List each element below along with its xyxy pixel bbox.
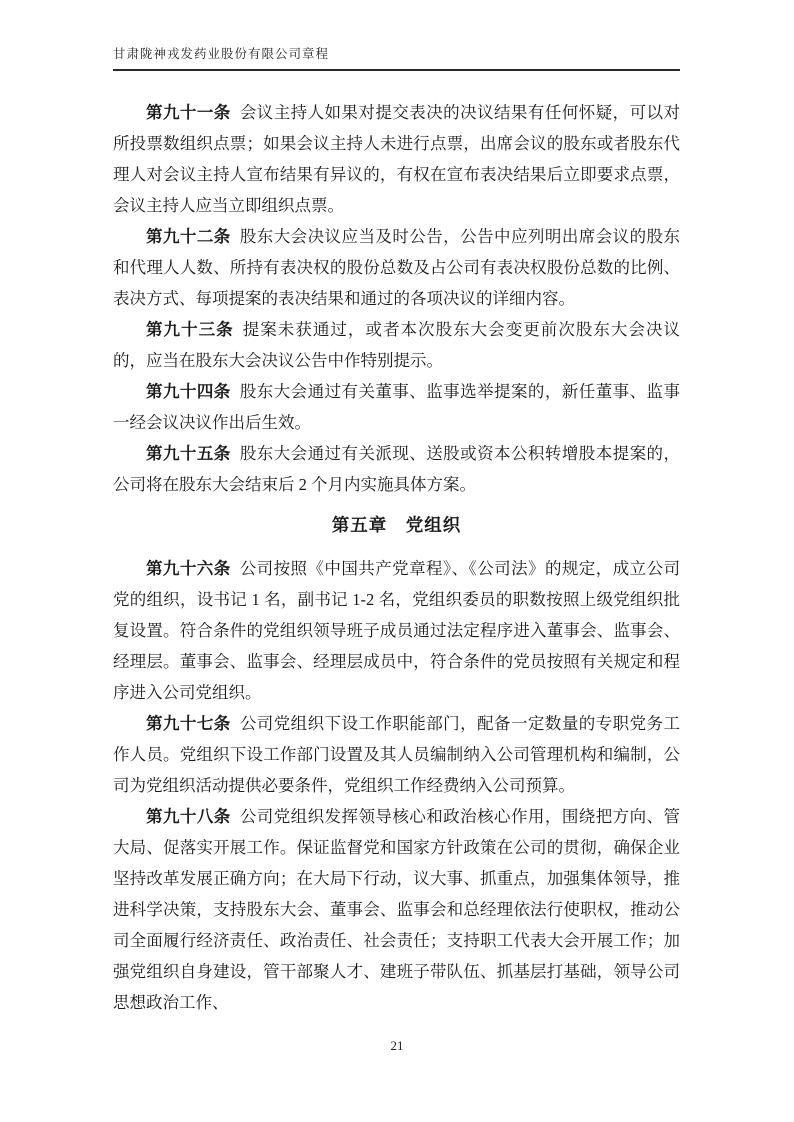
article-95 bbox=[113, 438, 680, 500]
header-title: 甘肃陇神戎发药业股份有限公司章程 bbox=[113, 47, 330, 61]
article-92-number: 第九十二条 bbox=[146, 227, 231, 246]
article-94 bbox=[113, 376, 680, 438]
article-96 bbox=[113, 553, 680, 708]
article-92-text: 股东大会决议应当及时公告，公告中应列明出席会议的股东和代理人人数、所持有表决权的股份总数及占公司有表决权股份总数的比例、表决方式、每项提案的表决结果和通过的各项决议的详细内容。 bbox=[113, 227, 681, 308]
article-98-text: 公司党组织发挥领导核心和政治核心作用，围绕把方向、管大局、促落实开展工作。保证监督党和国家方针政策在公司的贯彻，确保企业坚持改革发展正确方向；在大局下行动，议大事、抓重点，加强集体领导，推进科学决策，支持股东大会、董事会、监事会和总经理依法行使职权，推动公司全面履行经济责任、政治责任、社会责任；支持职工代表大会开展工作；加强党组织自身建设，管干部聚人才、建班子带队伍、抓基层打基础，领导公司思想政治工作、 bbox=[113, 807, 681, 1012]
article-91-number: 第九十一条 bbox=[146, 103, 231, 122]
article-97-number: 第九十七条 bbox=[146, 714, 231, 733]
article-93 bbox=[113, 314, 680, 376]
article-91 bbox=[113, 97, 680, 221]
article-91-text: 会议主持人如果对提交表决的决议结果有任何怀疑，可以对所投票数组织点票；如果会议主持人未进行点票，出席会议的股东或者股东代理人对会议主持人宣布结果有异议的，有权在宣布表决结果后立即要求点票，会议主持人应当立即组织点票。 bbox=[113, 103, 681, 215]
page-header bbox=[113, 46, 680, 71]
article-94-text: 股东大会通过有关董事、监事选举提案的，新任董事、监事一经会议决议作出后生效。 bbox=[113, 382, 681, 432]
article-96-number: 第九十六条 bbox=[146, 559, 231, 578]
page-number: 21 bbox=[390, 1038, 404, 1053]
article-95-number: 第九十五条 bbox=[146, 444, 231, 463]
article-92 bbox=[113, 221, 680, 314]
page-footer bbox=[0, 1038, 794, 1054]
article-94-number: 第九十四条 bbox=[146, 382, 231, 401]
article-93-number: 第九十三条 bbox=[146, 320, 234, 339]
article-97-text: 公司党组织下设工作职能部门，配备一定数量的专职党务工作人员。党组织下设工作部门设置及其人员编制纳入公司管理机构和编制，公司为党组织活动提供必要条件，党组织工作经费纳入公司预算。 bbox=[113, 714, 681, 795]
document-body bbox=[113, 97, 680, 1018]
article-98-number: 第九十八条 bbox=[146, 807, 231, 826]
article-93-text: 提案未获通过，或者本次股东大会变更前次股东大会决议的，应当在股东大会决议公告中作特别提示。 bbox=[113, 320, 681, 370]
article-96-text: 公司按照《中国共产党章程》、《公司法》的规定，成立公司党的组织，设书记 1 名，副书记 1-2 名，党组织委员的职数按照上级党组织批复设置。符合条件的党组织领导班子成员通过法定程序进入董事会、监事会、经理层。董事会、监事会、经理层成员中，符合条件的党员按照有关规定和程序进入公司党组织。 bbox=[113, 559, 681, 702]
article-98 bbox=[113, 801, 680, 1018]
article-97 bbox=[113, 708, 680, 801]
chapter-heading: 第五章 党组织 bbox=[331, 515, 462, 535]
article-95-text: 股东大会通过有关派现、送股或资本公积转增股本提案的，公司将在股东大会结束后 2 个月内实施具体方案。 bbox=[113, 444, 681, 494]
